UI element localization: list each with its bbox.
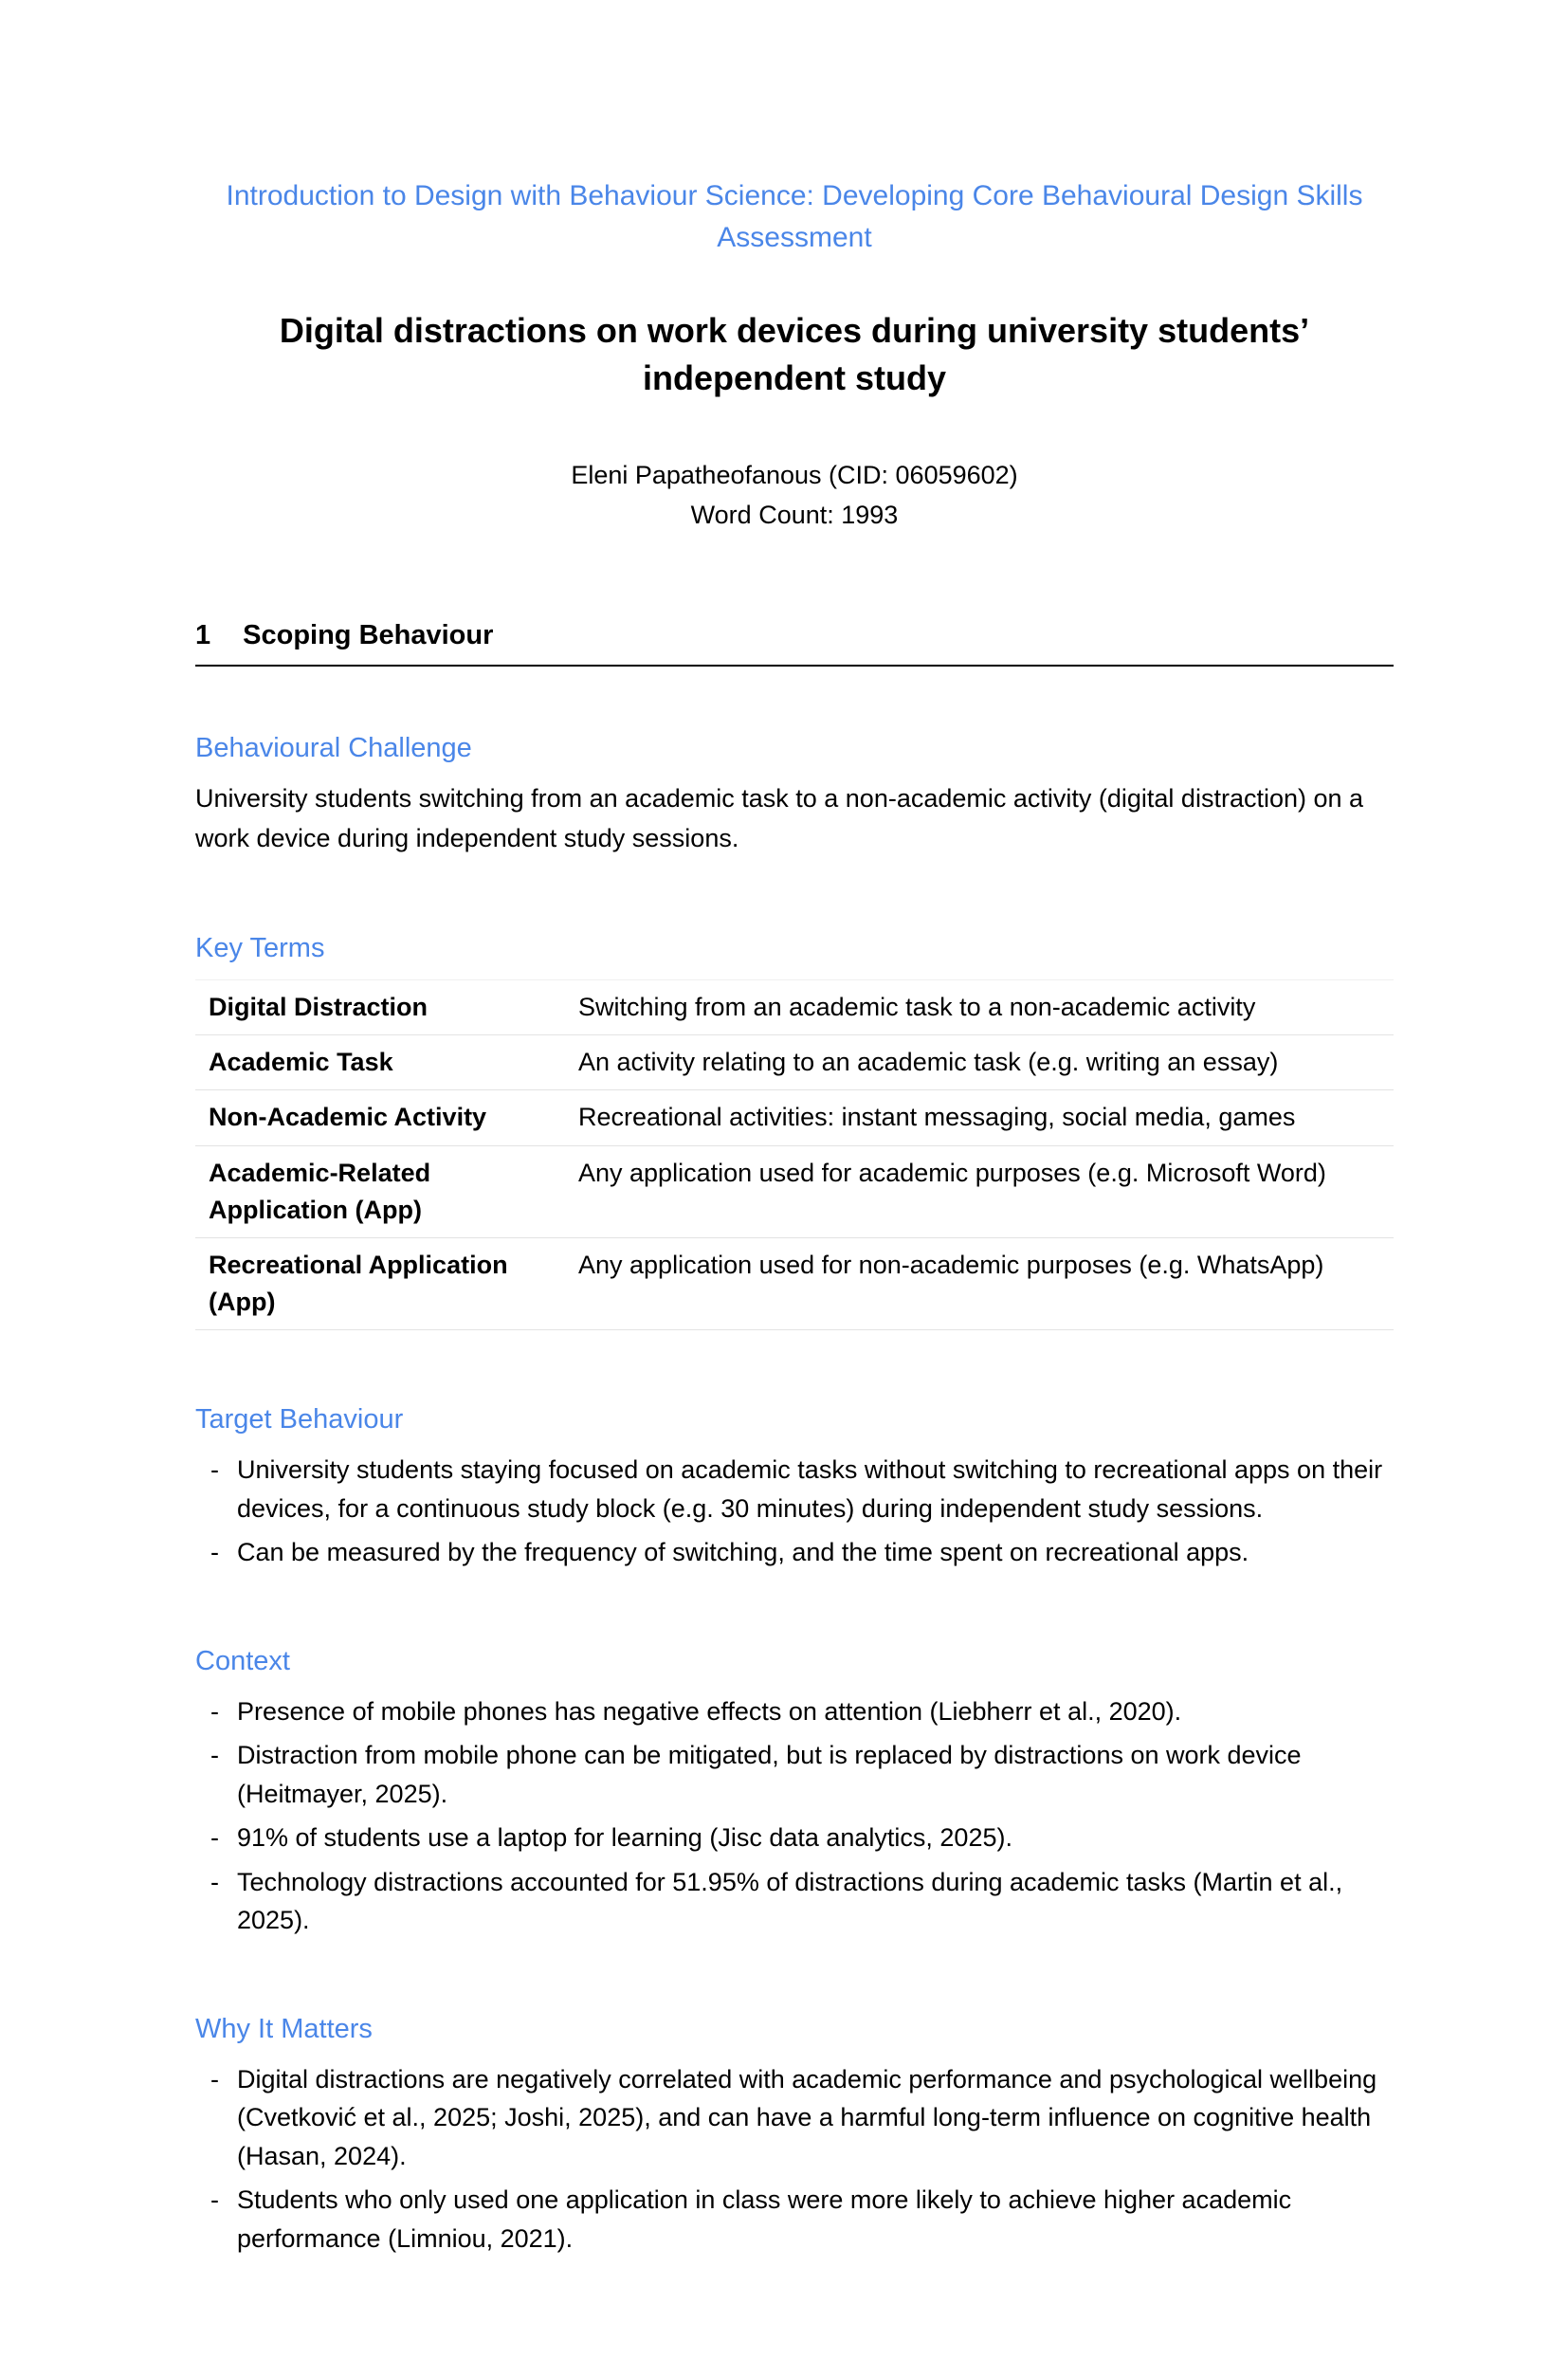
author-block: [195, 456, 1394, 536]
list-item: - Distraction from mobile phone can be mitigated, but is replaced by distractions on work device (Heitmayer, 2025).: [195, 1736, 1394, 1813]
section-number: 1: [195, 620, 211, 651]
heading-key-terms: Key Terms: [195, 933, 325, 964]
term-cell: Academic Task: [195, 1035, 565, 1090]
definition-cell: An activity relating to an academic task (e.g. writing an essay): [565, 1035, 1394, 1090]
course-title: Introduction to Design with Behaviour Science: Developing Core Behavioural Design Skills Assessment: [226, 180, 1363, 253]
target-behaviour-list: [195, 1451, 1394, 1572]
heading-context: Context: [195, 1645, 290, 1676]
term-cell: Academic-Related Application (App): [195, 1145, 565, 1237]
behavioural-challenge-body: University students switching from an academic task to a non-academic activity (digital distraction) on a work device during independent study sessions.: [195, 784, 1364, 853]
list-item: - University students staying focused on academic tasks without switching to recreational apps on their devices, for a continuous study block (e.g. 30 minutes) during independent study sessions.: [195, 1451, 1394, 1527]
term-cell: Digital Distraction: [195, 980, 565, 1035]
why-it-matters-list: [195, 2060, 1394, 2258]
list-item: - Presence of mobile phones has negative effects on attention (Liebherr et al., 2020).: [195, 1692, 1394, 1731]
list-item: - Digital distractions are negatively correlated with academic performance and psychological wellbeing (Cvetković et al., 2025; Joshi, 2025), and can have a harmful long-term influence on cognitive health (Hasan, 2024).: [195, 2060, 1394, 2176]
list-item: - Technology distractions accounted for 51.95% of distractions during academic tasks (Martin et al., 2025).: [195, 1863, 1394, 1940]
list-item: - 91% of students use a laptop for learning (Jisc data analytics, 2025).: [195, 1819, 1394, 1857]
definition-cell: Any application used for academic purposes (e.g. Microsoft Word): [565, 1145, 1394, 1237]
list-item: - Students who only used one application in class were more likely to achieve higher academic performance (Limniou, 2021).: [195, 2181, 1394, 2258]
list-item: - Can be measured by the frequency of switching, and the time spent on recreational apps.: [195, 1533, 1394, 1572]
table-row: [195, 1237, 1394, 1329]
term-cell: Non-Academic Activity: [195, 1090, 565, 1145]
table-row: [195, 1090, 1394, 1145]
context-list: [195, 1692, 1394, 1940]
document-title: Digital distractions on work devices during university students’ independent study: [279, 311, 1310, 398]
table-row: [195, 1035, 1394, 1090]
definition-cell: Recreational activities: instant messaging, social media, games: [565, 1090, 1394, 1145]
section-heading: [195, 620, 1394, 667]
heading-behavioural-challenge: Behavioural Challenge: [195, 733, 472, 764]
document-content: [195, 175, 1394, 2258]
heading-target-behaviour: Target Behaviour: [195, 1404, 404, 1435]
key-terms-table: [195, 979, 1394, 1330]
section-title: Scoping Behaviour: [243, 620, 494, 651]
heading-why-it-matters: Why It Matters: [195, 2013, 373, 2044]
author-line: Eleni Papatheofanous (CID: 06059602): [571, 460, 1018, 489]
word-count-line: Word Count: 1993: [690, 500, 899, 529]
table-row: [195, 1145, 1394, 1237]
term-cell: Recreational Application (App): [195, 1237, 565, 1329]
definition-cell: Switching from an academic task to a non-academic activity: [565, 980, 1394, 1035]
definition-cell: Any application used for non-academic purposes (e.g. WhatsApp): [565, 1237, 1394, 1329]
table-row: [195, 980, 1394, 1035]
